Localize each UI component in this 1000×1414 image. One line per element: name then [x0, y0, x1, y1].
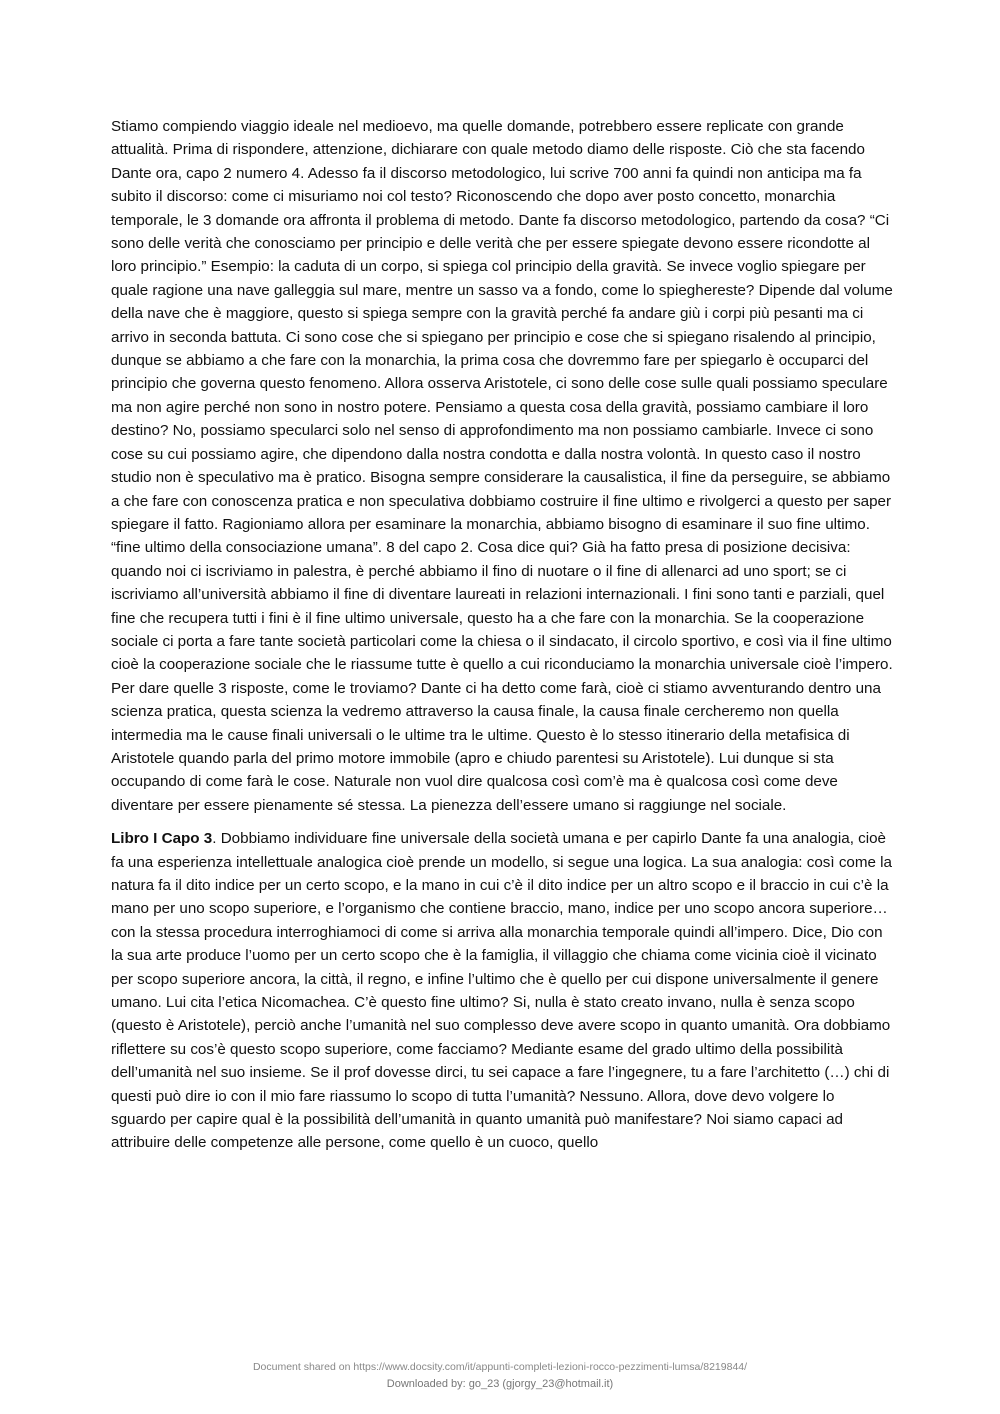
- body-paragraph-1: [111, 115, 893, 817]
- section-heading-libro-i-capo-3: Libro I Capo 3: [111, 830, 213, 848]
- paragraph-2-text: . Dobbiamo individuare fine universale della società umana e per capirlo Dante fa una analogia, cioè fa una esperienza intellettuale analogica cioè prende un modello, si segue una logica. La sua analogia: così come la natura fa il dito indice per un certo scopo, e la mano in cui c’è il dito indice per un altro scopo e il braccio in cui c’è la mano per uno scopo superiore, e l’organismo che contiene braccio, mano, indice per uno scopo ancora superiore… con la stessa procedura interroghiamoci di come si arriva alla monarchia temporale quindi all’impero. Dice, Dio con la sua arte produce l’uomo per un certo scopo che è la famiglia, il villaggio che chiama come vicinia cioè il vicinato per scopo superiore ancora, la città, il regno, e infine l’ultimo che è quello per cui dispone universalmente il genere umano. Lui cita l’etica Nicomachea. C’è questo fine ultimo? Si, nulla è stato creato invano, nulla è senza scopo (questo è Aristotele), perciò anche l’umanità nel suo complesso deve avere scopo in quanto umanità. Ora dobbiamo riflettere su cos’è questo scopo superiore, come facciamo? Mediante esame del grado ultimo della possibilità dell’umanità nel suo insieme. Se il prof dovesse dirci, tu sei capace a fare l’ingegnere, tu a fare l’architetto (…) chi di questi può dire io con il mio fare riassumo lo scopo di tutta l’umanità? Nessuno. Allora, dove devo volgere lo sguardo per capire qual è la possibilità dell’umanità in quanto umanità può manifestare? Noi siamo capaci ad attribuire delle competenze alle persone, come quello è un cuoco, quello: [111, 830, 892, 1152]
- document-page: [111, 115, 893, 1155]
- footer-downloaded-by: Downloaded by: go_23 (gjorgy_23@hotmail.it): [386, 1378, 614, 1390]
- paragraph-1-text: Stiamo compiendo viaggio ideale nel medioevo, ma quelle domande, potrebbero essere replicate con grande attualità. Prima di rispondere, attenzione, dichiarare con quale metodo diamo delle risposte. Ciò che sta facendo Dante ora, capo 2 numero 4. Adesso fa il discorso metodologico, lui scrive 700 anni fa quindi non anticipa ma fa subito il discorso: come ci misuriamo noi col testo? Riconoscendo che dopo aver posto concetto, monarchia temporale, le 3 domande ora affronta il problema di metodo. Dante fa discorso metodologico, partendo da cosa? “Ci sono delle verità che conosciamo per principio e delle verità che per essere spiegate devono essere ricondotte al loro principio.” Esempio: la caduta di un corpo, si spiega col principio della gravità. Se invece voglio spiegare per quale ragione una nave galleggia sul mare, mentre un sasso va a fondo, come lo spieghereste? Dipende dal volume della nave che è maggiore, questo si spiega sempre con la gravità perché fa andare giù i corpi più pesanti ma ci arrivo in seconda battuta. Ci sono cose che si spiegano per principio e cose che si spiegano risalendo al principio, dunque se abbiamo a che fare con la monarchia, la prima cosa che dovremmo fare per spiegarlo è occuparci del principio che governa questo fenomeno. Allora osserva Aristotele, ci sono delle cose sulle quali possiamo speculare ma non agire perché non sono in nostro potere. Pensiamo a questa cosa della gravità, possiamo cambiare il loro destino? No, possiamo specularci solo nel senso di approfondimento ma non possiamo cambiarle. Invece ci sono cose su cui possiamo agire, che dipendono dalla nostra condotta e dalla nostra volontà. In questo caso il nostro studio non è speculativo ma è pratico. Bisogna sempre considerare la causalistica, il fine da perseguire, se abbiamo a che fare con conoscenza pratica e non speculativa dobbiamo costruire il fine ultimo e rivolgerci a questo per saper spiegare il fatto. Ragioniamo allora per esaminare la monarchia, abbiamo bisogno di esaminare il suo fine ultimo. “fine ultimo della consociazione umana”. 8 del capo 2. Cosa dice qui? Già ha fatto presa di posizione decisiva: quando noi ci iscriviamo in palestra, è perché abbiamo il fino di nuotare o il fine di allenarci ad uno sport; se ci iscriviamo all’università abbiamo il fine di diventare laureati in relazioni internazionali. I fini sono tanti e parziali, quel fine che recupera tutti i fini è il fine ultimo universale, questo ha a che fare con la monarchia. Se la cooperazione sociale ci porta a fare tante società particolari come la chiesa o il sindacato, il circolo sportivo, e così via il fine ultimo cioè la cooperazione sociale che le riassume tutte è quello a cui riconduciamo la monarchia universale cioè l’impero. Per dare quelle 3 risposte, come le troviamo? Dante ci ha detto come farà, cioè ci stiamo avventurando dentro una scienza pratica, questa scienza la vedremo attraverso la causa finale, la causa finale cercheremo non quella intermedia ma le cause finali universali o le ultime tra le ultime. Questo è lo stesso itinerario della metafisica di Aristotele quando parla del primo motore immobile (apro e chiudo parentesi su Aristotele). Lui dunque si sta occupando di come farà le cose. Naturale non vuol dire qualcosa così com’è ma è qualcosa così come deve diventare per essere pienamente sé stessa. La pienezza dell’essere umano si raggiunge nel sociale.: [111, 118, 893, 814]
- footer-shared-link[interactable]: Document shared on https://www.docsity.com/it/appunti-completi-lezioni-rocco-pezzimenti-lumsa/8219844/: [252, 1361, 748, 1373]
- body-paragraph-2: [111, 827, 893, 1155]
